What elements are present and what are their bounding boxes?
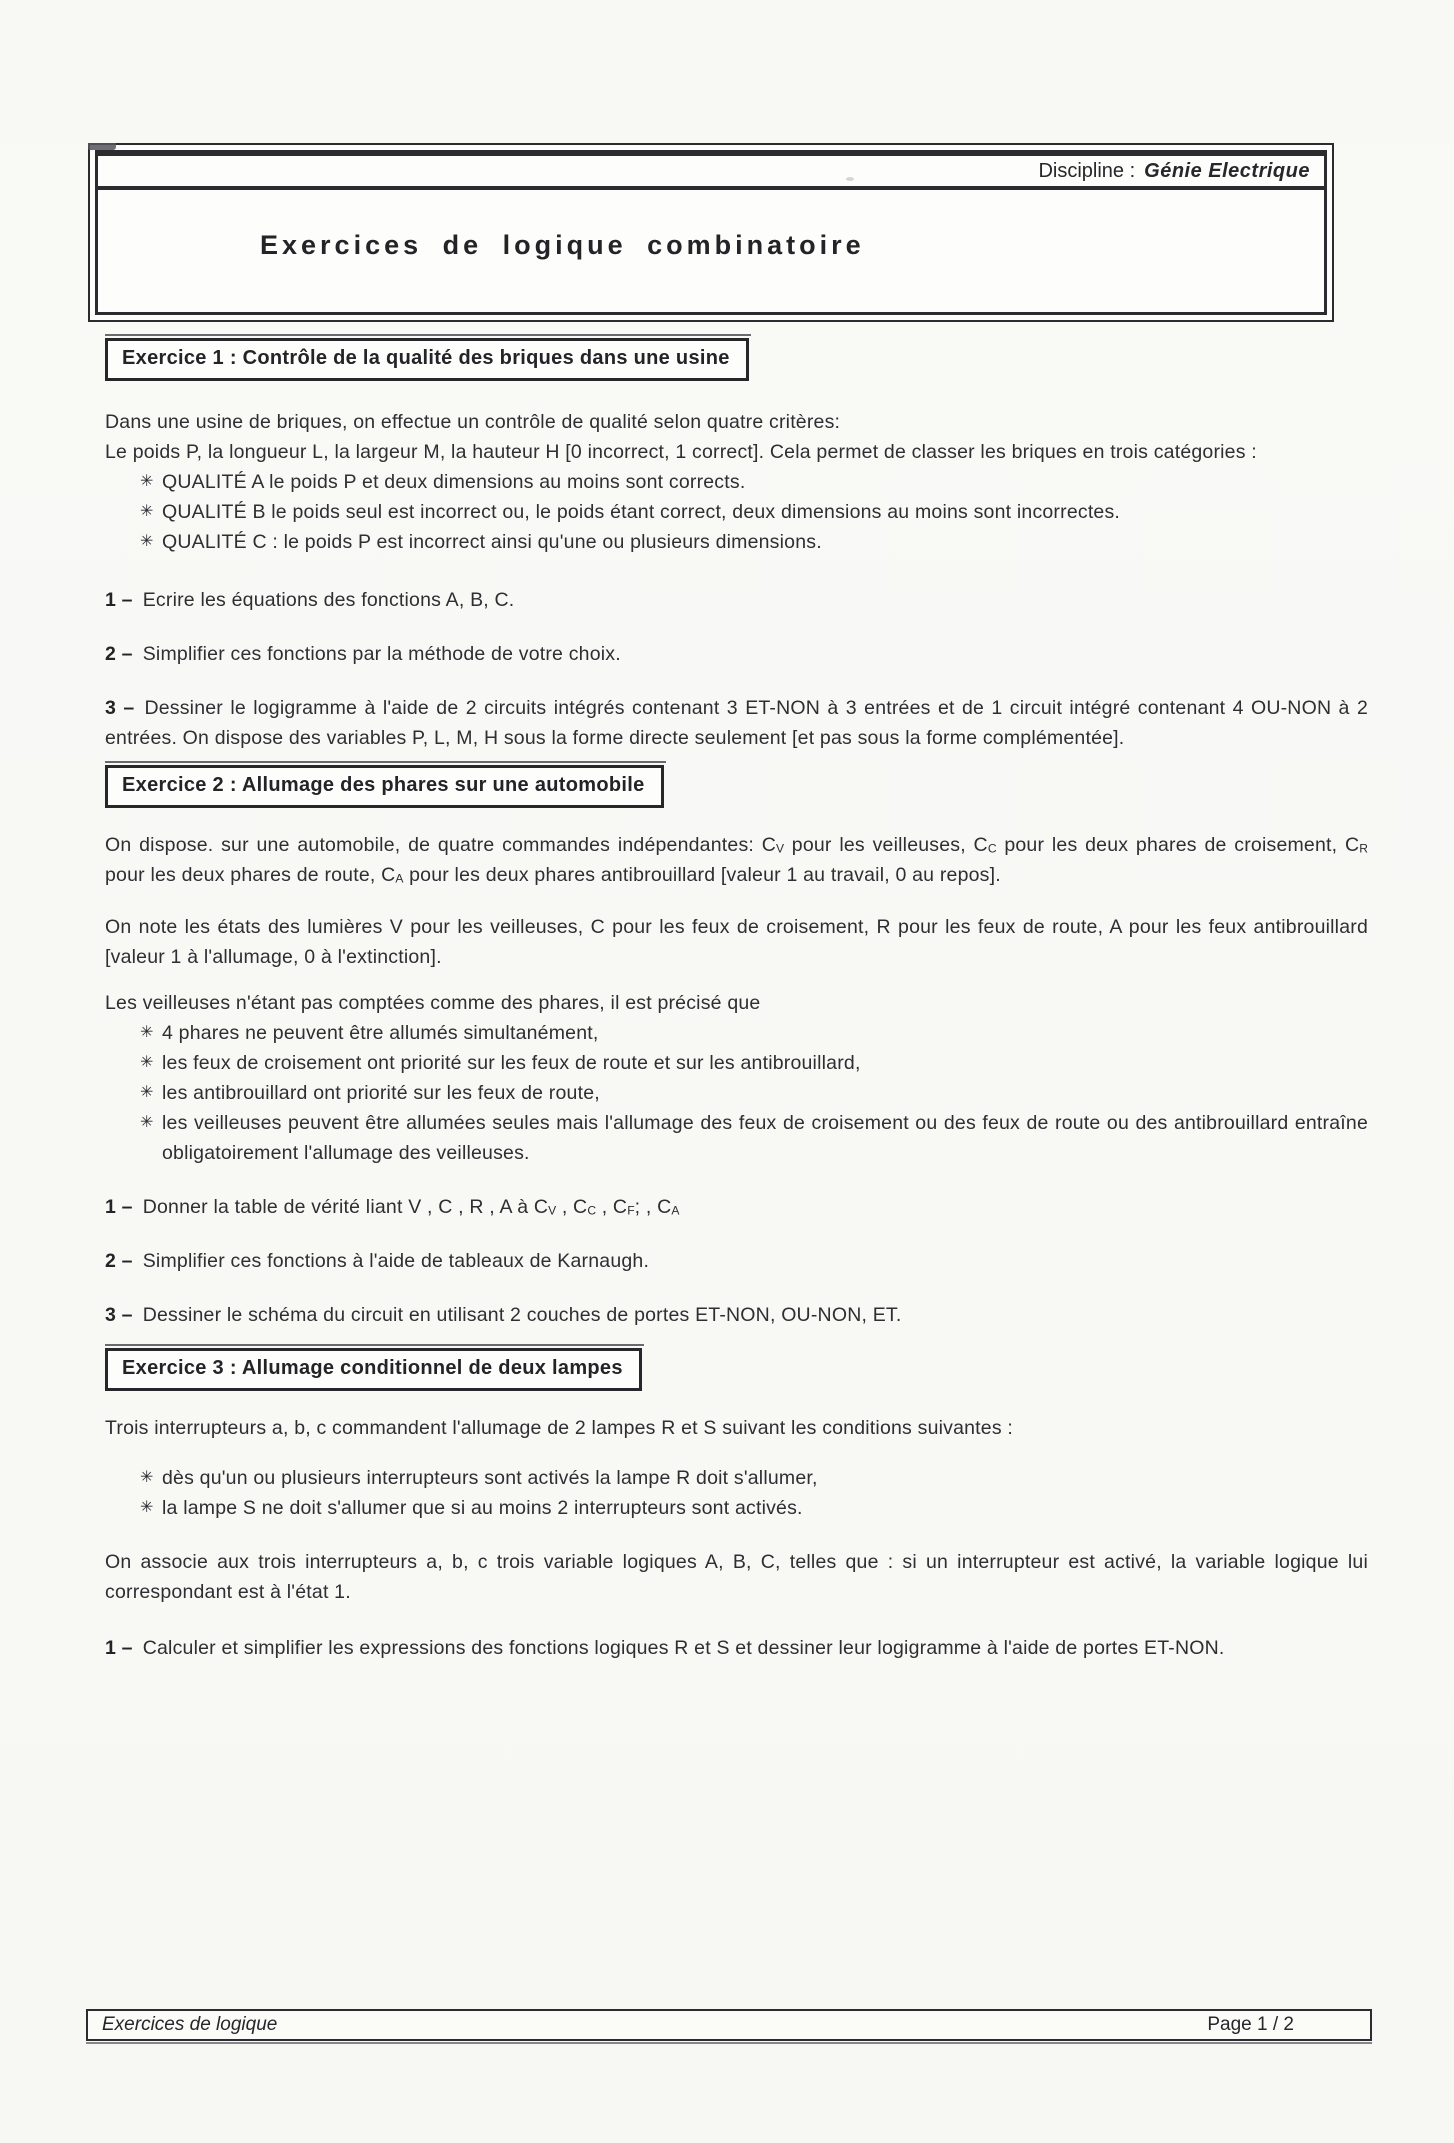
- page-footer: [86, 2009, 1372, 2041]
- bullet-text: dès qu'un ou plusieurs interrupteurs sont activés la lampe R doit s'allumer,: [162, 1467, 818, 1489]
- list-item: [140, 1078, 1368, 1108]
- scan-artifact-speck: [88, 143, 116, 150]
- asterisk-bullet-icon: ✳: [140, 1054, 154, 1071]
- question-item: [105, 1192, 1368, 1222]
- footer-page-number: Page 1 / 2: [1207, 2014, 1294, 2035]
- exercise1-heading: Exercice 1 : Contrôle de la qualité des briques dans une usine: [122, 347, 730, 369]
- exercise1-intro-line1: Dans une usine de briques, on effectue un contrôle de qualité selon quatre critères:: [105, 411, 841, 433]
- asterisk-bullet-icon: ✳: [140, 533, 154, 550]
- bullet-text: 4 phares ne peuvent être allumés simultanément,: [162, 1022, 599, 1044]
- exercise3-intro: Trois interrupteurs a, b, c commandent l'allumage de 2 lampes R et S suivant les conditions suivantes :: [105, 1417, 1014, 1439]
- list-item: [140, 1493, 1368, 1523]
- question-item: [105, 639, 1368, 669]
- exercise1-heading-box: [105, 338, 749, 381]
- exercise3-heading-box: [105, 1348, 642, 1391]
- document-title: Exercices de logique combinatoire: [260, 230, 865, 260]
- question-item: [105, 585, 1368, 615]
- discipline-row: [98, 156, 1324, 190]
- asterisk-bullet-icon: ✳: [140, 1114, 154, 1131]
- question-text: Simplifier ces fonctions par la méthode de votre choix.: [142, 643, 621, 665]
- exercise3-bullet-list: [0, 1463, 1454, 1523]
- asterisk-bullet-icon: ✳: [140, 1499, 154, 1516]
- bullet-text: la lampe S ne doit s'allumer que si au moins 2 interrupteurs sont activés.: [162, 1497, 803, 1519]
- exercise3-paragraph: On associe aux trois interrupteurs a, b, c trois variable logiques A, B, C, telles que : si un interrupteur est activé, la variable logique lui correspondant est à l'état 1.: [105, 1551, 1368, 1603]
- discipline-value: Génie Electrique: [1144, 159, 1310, 182]
- document-header-inner-frame: [95, 150, 1327, 315]
- bullet-text: les feux de croisement ont priorité sur les feux de route et sur les antibrouillard,: [162, 1052, 861, 1074]
- question-text: Simplifier ces fonctions à l'aide de tableaux de Karnaugh.: [142, 1250, 650, 1272]
- exercise2-heading: Exercice 2 : Allumage des phares sur une automobile: [122, 774, 645, 796]
- scan-artifact-speck: [846, 177, 854, 181]
- exercise2-paragraph1: On dispose. sur une automobile, de quatre commandes indépendantes: $C_V$ pour les veilleuses, $C_C$ pour les deux phares de croisement, $C_R$ pour les deux phares de route, $C_A$ pour les deux phares antibrouillard [valeur 1 au travail, 0 au repos].: [105, 834, 1368, 886]
- scanned-page: [0, 143, 1454, 2143]
- bullet-text: QUALITÉ B le poids seul est incorrect ou, le poids étant correct, deux dimensions au moins sont incorrectes.: [162, 501, 1121, 523]
- asterisk-bullet-icon: ✳: [140, 1084, 154, 1101]
- bullet-text: QUALITÉ C : le poids P est incorrect ainsi qu'une ou plusieurs dimensions.: [162, 531, 822, 553]
- bullet-text: QUALITÉ A le poids P et deux dimensions au moins sont corrects.: [162, 471, 746, 493]
- asterisk-bullet-icon: ✳: [140, 473, 154, 490]
- asterisk-bullet-icon: ✳: [140, 1469, 154, 1486]
- list-item: [140, 497, 1368, 527]
- question-text: Dessiner le schéma du circuit en utilisant 2 couches de portes ET-NON, OU-NON, ET.: [142, 1304, 902, 1326]
- exercise2-heading-box: [105, 765, 664, 808]
- list-item: [140, 1463, 1368, 1493]
- discipline-label: Discipline :: [1038, 159, 1136, 182]
- bullet-text: les veilleuses peuvent être allumées seules mais l'allumage des feux de croisement ou des feux de route ou des antibrouillard entraîne obligatoirement l'allumage des veilleuses.: [162, 1112, 1368, 1164]
- document-header-box: [88, 143, 1334, 322]
- question-item: [105, 1633, 1368, 1663]
- exercise1-bullet-list: [0, 467, 1454, 557]
- list-item: [140, 467, 1368, 497]
- question-number: 1 –: [105, 589, 133, 611]
- asterisk-bullet-icon: ✳: [140, 503, 154, 520]
- question-item: [105, 1300, 1368, 1330]
- title-row: [98, 190, 1324, 312]
- question-number: 2 –: [105, 643, 133, 665]
- footer-document-name: Exercices de logique: [102, 2014, 278, 2035]
- question-number: 3 –: [105, 1304, 133, 1326]
- exercise2-paragraph2: On note les états des lumières V pour les veilleuses, C pour les feux de croisement, R pour les feux de route, A pour les feux antibrouillard [valeur 1 à l'allumage, 0 à l'extinction].: [105, 916, 1368, 968]
- exercise3-heading: Exercice 3 : Allumage conditionnel de deux lampes: [122, 1357, 623, 1379]
- question-text: Ecrire les équations des fonctions A, B, C.: [142, 589, 515, 611]
- bullet-text: les antibrouillard ont priorité sur les feux de route,: [162, 1082, 600, 1104]
- question-text: Donner la table de vérité liant V , C , R , A à $C_V$ , $C_C$ , $C_F$; , $C_A$: [142, 1196, 680, 1218]
- question-text: Dessiner le logigramme à l'aide de 2 circuits intégrés contenant 3 ET-NON à 3 entrées et de 1 circuit intégré contenant 4 OU-NON à 2 entrées. On dispose des variables P, L, M, H sous la forme directe seulement [et pas sous la forme complémentée].: [105, 697, 1368, 749]
- list-item: [140, 1048, 1368, 1078]
- exercise1-intro-line2: Le poids P, la longueur L, la largeur M, la hauteur H [0 incorrect, 1 correct]. Cela permet de classer les briques en trois catégories :: [105, 441, 1257, 463]
- question-number: 1 –: [105, 1196, 133, 1218]
- list-item: [140, 527, 1368, 557]
- question-number: 2 –: [105, 1250, 133, 1272]
- question-item: [105, 693, 1368, 753]
- question-number: 3 –: [105, 697, 135, 719]
- exercise2-paragraph3: Les veilleuses n'étant pas comptées comme des phares, il est précisé que: [105, 992, 761, 1014]
- question-text: Calculer et simplifier les expressions des fonctions logiques R et S et dessiner leur logigramme à l'aide de portes ET-NON.: [142, 1637, 1225, 1659]
- list-item: [140, 1018, 1368, 1048]
- asterisk-bullet-icon: ✳: [140, 1024, 154, 1041]
- question-number: 1 –: [105, 1637, 133, 1659]
- list-item: [140, 1108, 1368, 1168]
- question-item: [105, 1246, 1368, 1276]
- exercise2-bullet-list: [0, 1018, 1454, 1168]
